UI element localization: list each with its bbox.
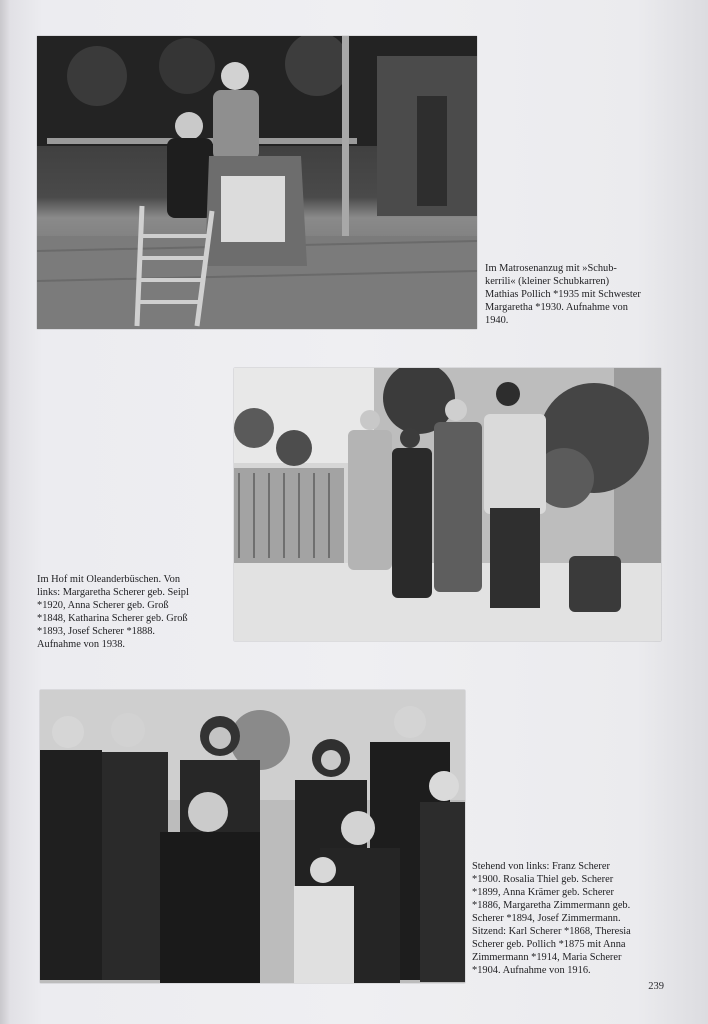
caption-line: *1920, Anna Scherer geb. Groß bbox=[37, 600, 169, 611]
caption-line: *1899, Anna Krämer geb. Scherer bbox=[472, 887, 614, 898]
book-spine-shadow bbox=[0, 0, 10, 1024]
caption-line: Scherer *1894, Josef Zimmermann. bbox=[472, 913, 621, 924]
caption-line: links: Margaretha Scherer geb. Seipl bbox=[37, 587, 189, 598]
caption-line: kerrili« (kleiner Schubkarren) bbox=[485, 276, 610, 287]
caption-photo-2 bbox=[37, 573, 189, 651]
caption-line: Scherer geb. Pollich *1875 mit Anna bbox=[472, 939, 626, 950]
caption-photo-3 bbox=[472, 860, 631, 977]
caption-line: *1904. Aufnahme von 1916. bbox=[472, 965, 591, 976]
photo-courtyard-oleander bbox=[234, 368, 661, 641]
caption-line: Margaretha *1930. Aufnahme von bbox=[485, 302, 628, 313]
caption-line: Mathias Pollich *1935 mit Schwester bbox=[485, 289, 641, 300]
photo-family-group bbox=[40, 690, 465, 983]
caption-line: Sitzend: Karl Scherer *1868, Theresia bbox=[472, 926, 631, 937]
caption-line: 1940. bbox=[485, 315, 509, 326]
caption-line: *1900. Rosalia Thiel geb. Scherer bbox=[472, 874, 614, 885]
caption-line: Aufnahme von 1938. bbox=[37, 639, 126, 650]
caption-photo-1 bbox=[485, 262, 641, 327]
caption-line: *1893, Josef Scherer *1888. bbox=[37, 626, 156, 637]
caption-line: Zimmermann *1914, Maria Scherer bbox=[472, 952, 622, 963]
caption-line: *1848, Katharina Scherer geb. Groß bbox=[37, 613, 188, 624]
caption-line: Im Hof mit Oleanderbüschen. Von bbox=[37, 574, 181, 585]
caption-line: Stehend von links: Franz Scherer bbox=[472, 861, 610, 872]
page-number: 239 bbox=[648, 981, 664, 992]
caption-line: *1886, Margaretha Zimmermann geb. bbox=[472, 900, 631, 911]
photo-children-with-cart bbox=[37, 36, 477, 329]
caption-line: Im Matrosenanzug mit »Schub- bbox=[485, 263, 617, 274]
